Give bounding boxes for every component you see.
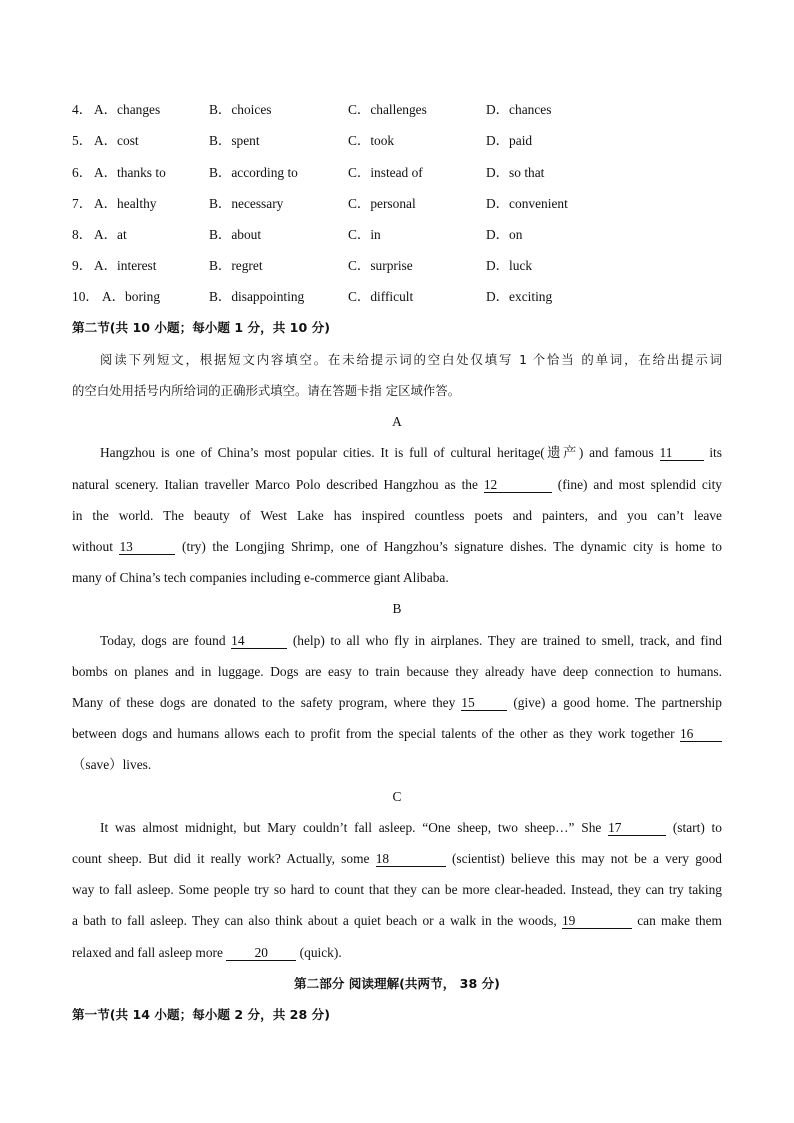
passage-b-line1 [100, 631, 722, 651]
blank-18[interactable]: 18 [376, 851, 446, 867]
option-d: D．paid [486, 133, 533, 148]
passage-b-line5: （save）lives. [72, 757, 152, 772]
text: (try) the Longjing Shrimp, one of Hangzhou’s signature dishes. The dynamic city is home to [182, 539, 722, 554]
text: (start) to [672, 820, 722, 835]
passage-a-line5: many of China’s tech companies including e-commerce giant Alibaba. [72, 570, 449, 585]
section2-instruction-line1: 阅读下列短文，根据短文内容填空。在未给提示词的空白处仅填写 1 个恰当 的单词，在给出提示词 [100, 352, 722, 367]
option-a: A．cost [94, 133, 139, 148]
question-number: 6． [72, 165, 93, 180]
text: relaxed and fall asleep more [72, 945, 223, 960]
passage-a-line2 [72, 475, 722, 495]
option-b: B．spent [209, 133, 260, 148]
passage-c-line4 [72, 911, 722, 931]
blank-12[interactable]: 12 [484, 477, 552, 493]
text: count sheep. But did it really work? Actually, some [72, 851, 370, 866]
option-c: C．instead of [348, 165, 423, 180]
blank-13[interactable]: 13 [119, 539, 175, 555]
question-number: 8． [72, 227, 93, 242]
section2-header: 第二节(共 10 小题；每小题 1 分，共 10 分) [72, 320, 330, 335]
passage-a-line4 [72, 537, 722, 557]
option-c: C．surprise [348, 258, 413, 273]
option-a: A．thanks to [94, 165, 166, 180]
option-c: C．challenges [348, 102, 427, 117]
text: Many of these dogs are donated to the safety program, where they [72, 695, 456, 710]
option-b: B．disappointing [209, 289, 305, 304]
text: natural scenery. Italian traveller Marco Polo described Hangzhou as the [72, 477, 478, 492]
blank-19[interactable]: 19 [562, 913, 632, 929]
text: can make them [637, 913, 722, 928]
text: a bath to fall asleep. They can also think about a quiet beach or a walk in the woods, [72, 913, 557, 928]
option-c: C．difficult [348, 289, 414, 304]
option-b: B．about [209, 227, 262, 242]
question-number: 10． [72, 289, 99, 304]
blank-15[interactable]: 15 [461, 695, 507, 711]
question-number: 9． [72, 258, 93, 273]
option-a: A．changes [94, 102, 161, 117]
text: between dogs and humans allows each to profit from the special talents of the other as they work together [72, 726, 675, 741]
option-d: D．convenient [486, 196, 568, 211]
text: (give) a good home. The partnership [513, 695, 722, 710]
blank-16[interactable]: 16 [680, 726, 722, 742]
question-number: 4． [72, 102, 93, 117]
option-d: D．exciting [486, 289, 553, 304]
passage-c-line1 [100, 818, 722, 838]
passage-b-label: B [392, 601, 402, 616]
option-d: D．chances [486, 102, 552, 117]
question-number: 7． [72, 196, 93, 211]
text: (quick). [299, 945, 342, 960]
option-b: B．choices [209, 102, 272, 117]
option-a: A．interest [94, 258, 157, 273]
part2-header: 第二部分 阅读理解(共两节， 38 分) [294, 976, 500, 991]
text: its [709, 445, 722, 460]
text: Today, dogs are found [100, 633, 226, 648]
text: (fine) and most splendid city [557, 477, 722, 492]
blank-11[interactable]: 11 [660, 445, 704, 461]
text: without [72, 539, 113, 554]
text: (scientist) believe this may not be a very good [451, 851, 722, 866]
blank-17[interactable]: 17 [608, 820, 666, 836]
passage-b-line3 [72, 693, 722, 713]
option-c: C．took [348, 133, 395, 148]
option-a: A．at [94, 227, 127, 242]
passage-a-label: A [392, 414, 402, 429]
text: (help) to all who fly in airplanes. They are trained to smell, track, and find [292, 633, 722, 648]
section2-instruction-line2: 的空白处用括号内所给词的正确形式填空。请在答题卡指 定区域作答。 [72, 383, 461, 398]
option-c: C．in [348, 227, 381, 242]
part2-section1-header: 第一节(共 14 小题；每小题 2 分，共 28 分) [72, 1007, 330, 1022]
passage-c-line2 [72, 849, 722, 869]
option-b: B．regret [209, 258, 263, 273]
option-b: B．necessary [209, 196, 284, 211]
question-number: 5． [72, 133, 93, 148]
blank-14[interactable]: 14 [231, 633, 287, 649]
passage-c-line5 [72, 943, 722, 963]
passage-b-line4 [72, 724, 722, 744]
option-a: A．boring [102, 289, 161, 304]
passage-a-line1 [100, 443, 722, 463]
text: Hangzhou is one of China’s most popular cities. It is full of cultural heritage(遗产) and famous [100, 445, 654, 460]
passage-a-line3: in the world. The beauty of West Lake has inspired countless poets and painters, and you can’t leave [72, 508, 722, 523]
text: It was almost midnight, but Mary couldn’t fall asleep. “One sheep, two sheep…” She [100, 820, 602, 835]
option-b: B．according to [209, 165, 298, 180]
blank-20[interactable]: 20 [226, 945, 296, 961]
option-d: D．luck [486, 258, 533, 273]
option-d: D．so that [486, 165, 545, 180]
passage-b-line2: bombs on planes and in luggage. Dogs are easy to train because they already have deep connection to humans. [72, 664, 722, 679]
option-d: D．on [486, 227, 523, 242]
passage-c-line3: way to fall asleep. Some people try so hard to count that they can be more clear-headed. Instead, they can try taking [72, 882, 722, 897]
option-a: A．healthy [94, 196, 157, 211]
passage-c-label: C [392, 789, 402, 804]
option-c: C．personal [348, 196, 416, 211]
